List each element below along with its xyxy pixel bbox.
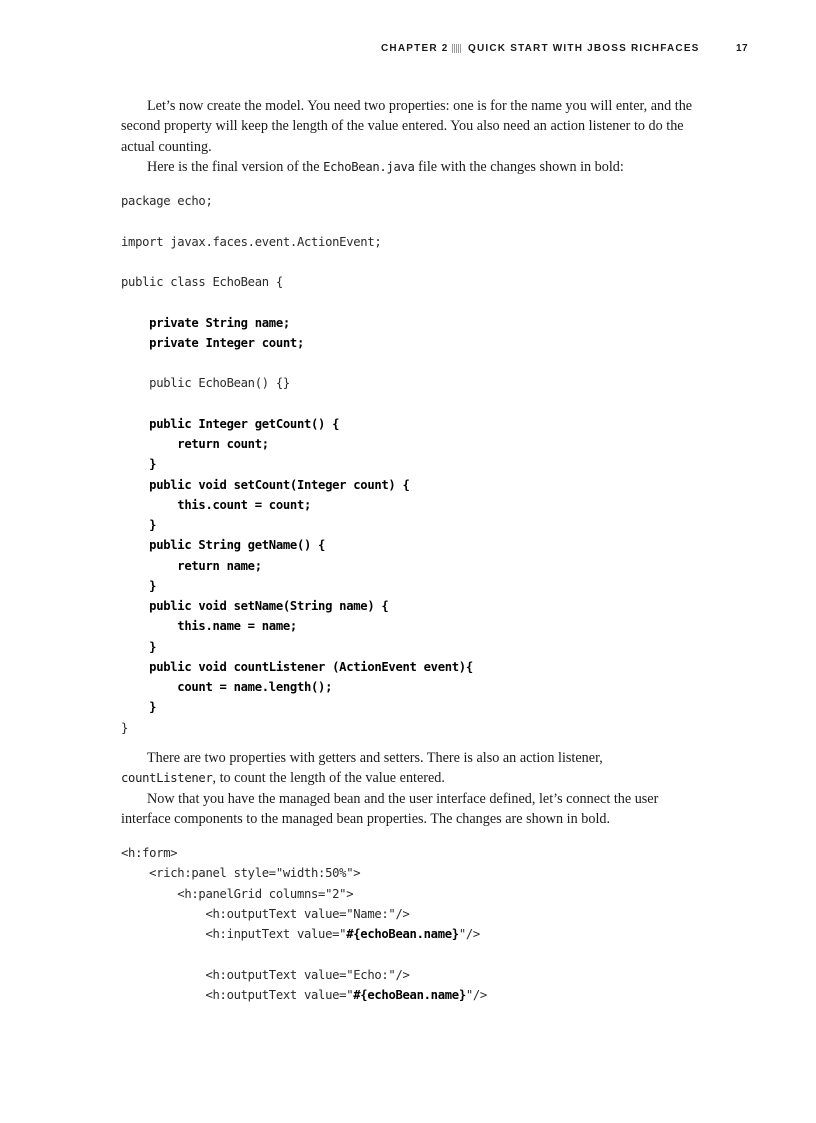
code-segment-bold: private Integer count; bbox=[121, 335, 304, 350]
code-line bbox=[121, 394, 473, 414]
code-segment: public class EchoBean { bbox=[121, 275, 283, 289]
code-segment-bold: public void setName(String name) { bbox=[121, 599, 389, 613]
code-segment-bold: } bbox=[121, 457, 157, 472]
code-segment: import javax.faces.event.ActionEvent; bbox=[121, 234, 382, 249]
code-line bbox=[121, 924, 487, 944]
code-line bbox=[121, 985, 487, 1005]
code-segment: <h:form> bbox=[121, 846, 178, 860]
code-line bbox=[121, 576, 473, 596]
code-segment: "/> bbox=[465, 987, 487, 1002]
code-line bbox=[121, 495, 473, 515]
paragraph-intro bbox=[121, 96, 697, 157]
code-line bbox=[121, 637, 473, 657]
code-line bbox=[121, 944, 487, 964]
code-segment-bold: public Integer getCount() { bbox=[121, 416, 340, 431]
code-segment: <h:outputText value="Name:"/> bbox=[121, 906, 410, 921]
code-line bbox=[121, 373, 473, 393]
code-segment: package echo; bbox=[121, 194, 213, 208]
page-number: 17 bbox=[736, 43, 749, 54]
code-segment: <h:outputText value="Echo:"/> bbox=[121, 967, 410, 982]
code-line bbox=[121, 434, 473, 454]
code-line bbox=[121, 191, 473, 211]
code-line bbox=[121, 252, 473, 272]
code-segment-bold: this.count = count; bbox=[121, 497, 312, 512]
code-line bbox=[121, 616, 473, 636]
code-line bbox=[121, 272, 473, 292]
code-segment-bold: } bbox=[121, 700, 157, 715]
code-segment-bold: } bbox=[121, 639, 157, 654]
code-segment: <h:outputText value=" bbox=[121, 987, 354, 1002]
code-segment-bold: count = name.length(); bbox=[121, 680, 333, 694]
code-line bbox=[121, 657, 473, 677]
code-segment-bold: return count; bbox=[121, 437, 269, 451]
code-segment: <rich:panel style="width:50%"> bbox=[121, 866, 361, 881]
code-segment: public EchoBean() {} bbox=[121, 376, 290, 391]
paragraph-intro-text: Let’s now create the model. You need two properties: one is for the name you will enter, and the second property will keep the length of the value entered. You also need an action listener to do the actual counting. bbox=[121, 98, 693, 155]
code-line bbox=[121, 843, 487, 863]
code-segment-bold: #{echoBean.name} bbox=[346, 927, 459, 941]
code-line bbox=[121, 965, 487, 985]
code-segment-bold: return name; bbox=[121, 558, 262, 573]
running-header bbox=[0, 43, 816, 59]
paragraph-connect bbox=[121, 789, 697, 830]
code-block-echobean bbox=[121, 191, 473, 738]
paragraph-final-version bbox=[121, 157, 697, 177]
code-line bbox=[121, 596, 473, 616]
code-line bbox=[121, 353, 473, 373]
inline-code-countlistener: countListener bbox=[121, 771, 213, 786]
code-segment-bold: this.name = name; bbox=[121, 619, 297, 634]
code-line bbox=[121, 414, 473, 434]
code-line bbox=[121, 535, 473, 555]
code-segment: "/> bbox=[458, 927, 480, 941]
code-line bbox=[121, 884, 487, 904]
code-line bbox=[121, 718, 473, 738]
code-line bbox=[121, 863, 487, 883]
paragraph-properties bbox=[121, 748, 697, 789]
code-line bbox=[121, 232, 473, 252]
code-segment-bold: } bbox=[121, 518, 157, 532]
inline-code-filename: EchoBean.java bbox=[323, 160, 415, 174]
code-segment-bold: public void countListener (ActionEvent event){ bbox=[121, 659, 473, 674]
code-segment: <h:panelGrid columns="2"> bbox=[121, 886, 354, 901]
paragraph-connect-text: Now that you have the managed bean and the user interface defined, let’s connect the user interface components to the managed bean properties. The changes are shown in bold. bbox=[121, 791, 659, 828]
code-line bbox=[121, 475, 473, 495]
code-segment-bold: private String name; bbox=[121, 315, 290, 330]
code-segment-bold: public String getName() { bbox=[121, 538, 326, 553]
code-line bbox=[121, 292, 473, 312]
code-segment-bold: #{echoBean.name} bbox=[353, 987, 466, 1002]
code-line bbox=[121, 313, 473, 333]
header-separator-icon bbox=[452, 44, 461, 53]
code-block-form bbox=[121, 843, 487, 1005]
chapter-title: QUICK START WITH JBOSS RICHFACES bbox=[468, 43, 700, 54]
code-line bbox=[121, 211, 473, 231]
code-line bbox=[121, 556, 473, 576]
code-line bbox=[121, 515, 473, 535]
chapter-label: CHAPTER 2 bbox=[381, 43, 449, 54]
code-segment: } bbox=[121, 720, 129, 735]
paragraph-final-version-tail: file with the changes shown in bold: bbox=[414, 159, 624, 175]
paragraph-properties-text: There are two properties with getters and setters. There is also an action listener, bbox=[147, 750, 603, 766]
code-line bbox=[121, 454, 473, 474]
code-line bbox=[121, 677, 473, 697]
code-line bbox=[121, 333, 473, 353]
code-line bbox=[121, 904, 487, 924]
paragraph-properties-tail: , to count the length of the value entered. bbox=[212, 770, 445, 787]
code-segment-bold: } bbox=[121, 578, 157, 593]
code-segment: <h:inputText value=" bbox=[121, 927, 347, 941]
paragraph-final-version-text: Here is the final version of the bbox=[147, 159, 324, 175]
code-line bbox=[121, 697, 473, 717]
code-segment-bold: public void setCount(Integer count) { bbox=[121, 477, 410, 492]
